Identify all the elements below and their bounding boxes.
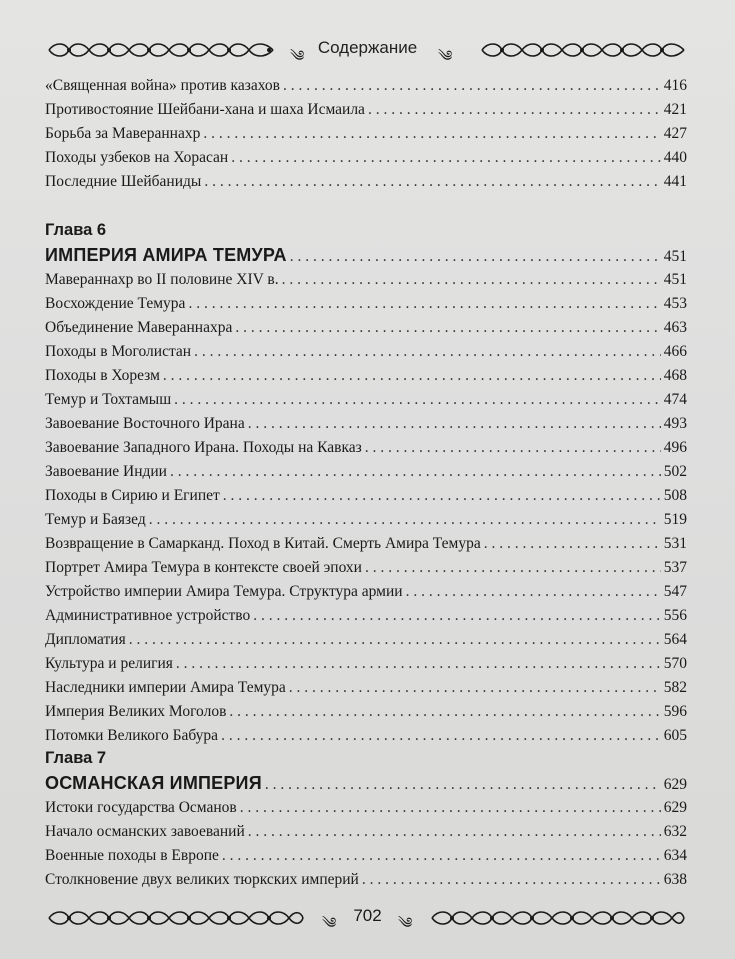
toc-entry[interactable]: Культура и религия . . . 570 xyxy=(45,652,687,676)
chapter-heading[interactable]: ИМПЕРИЯ АМИРА ТЕМУРА . . . 451 xyxy=(45,242,687,268)
toc-entry[interactable]: «Священная война» против казахов . . . 416 xyxy=(45,74,687,98)
toc-entry[interactable]: Завоевание Индии . . . 502 xyxy=(45,460,687,484)
toc-entry[interactable]: Завоевание Восточного Ирана . . . 493 xyxy=(45,412,687,436)
toc-entry[interactable]: Темур и Тохтамыш . . . 474 xyxy=(45,388,687,412)
page-footer xyxy=(0,906,735,930)
page-number: 702 xyxy=(353,906,382,925)
toc-entry[interactable]: Начало османских завоеваний . . . 632 xyxy=(45,820,687,844)
chapter-label: Глава 6 xyxy=(45,221,107,239)
ornament-right-icon xyxy=(478,40,688,60)
toc-entry[interactable]: Противостояние Шейбани-хана и шаха Исмаила . . . 421 xyxy=(45,98,687,122)
toc-entry[interactable]: Административное устройство . . . 556 xyxy=(45,604,687,628)
footer-left-flourish-icon: ༄ xyxy=(322,916,337,932)
toc-entry[interactable]: Возвращение в Самарканд. Поход в Китай. Смерть Амира Темура . . . 531 xyxy=(45,532,687,556)
toc-entry[interactable]: Борьба за Мавераннахр . . . 427 xyxy=(45,122,687,146)
toc-entry[interactable]: Походы в Хорезм . . . 468 xyxy=(45,364,687,388)
header-right-flourish-icon: ༄ xyxy=(438,49,453,65)
toc-entry[interactable]: Потомки Великого Бабура . . . 605 xyxy=(45,724,687,748)
chapter-label: Глава 7 xyxy=(45,749,107,767)
toc-entry[interactable]: Портрет Амира Темура в контексте своей эпохи . . . 537 xyxy=(45,556,687,580)
toc-chapter-6 xyxy=(45,218,687,748)
toc-entry[interactable]: Военные походы в Европе . . . 634 xyxy=(45,844,687,868)
page-header xyxy=(0,38,735,65)
section-title: Содержание xyxy=(317,38,418,57)
footer-ornament-right-icon xyxy=(428,908,688,928)
toc-entry[interactable]: Устройство империи Амира Темура. Структура армии . . . 547 xyxy=(45,580,687,604)
toc-section-continued xyxy=(45,74,687,194)
toc-entry[interactable]: Завоевание Западного Ирана. Походы на Кавказ . . . 496 xyxy=(45,436,687,460)
toc-entry[interactable]: Последние Шейбаниды . . . 441 xyxy=(45,170,687,194)
chapter-heading[interactable]: ОСМАНСКАЯ ИМПЕРИЯ . . . 629 xyxy=(45,770,687,796)
header-left-flourish-icon: ༄ xyxy=(290,49,305,65)
toc-entry[interactable]: Походы в Моголистан . . . 466 xyxy=(45,340,687,364)
toc-entry[interactable]: Восхождение Темура . . . 453 xyxy=(45,292,687,316)
toc-entry[interactable]: Объединение Мавераннахра . . . 463 xyxy=(45,316,687,340)
footer-right-flourish-icon: ༄ xyxy=(398,916,413,932)
toc-entry[interactable]: Истоки государства Османов . . . 629 xyxy=(45,796,687,820)
toc-entry[interactable]: Империя Великих Моголов . . . 596 xyxy=(45,700,687,724)
toc-entry[interactable]: Дипломатия . . . 564 xyxy=(45,628,687,652)
toc-entry[interactable]: Походы в Сирию и Египет . . . 508 xyxy=(45,484,687,508)
toc-chapter-7 xyxy=(45,746,687,892)
toc-entry[interactable]: Столкновение двух великих тюркских империй . . . 638 xyxy=(45,868,687,892)
toc-entry[interactable]: Мавераннахр во II половине XIV в. . . . 451 xyxy=(45,268,687,292)
toc-entry[interactable]: Походы узбеков на Хорасан . . . 440 xyxy=(45,146,687,170)
toc-entry[interactable]: Темур и Баязед . . . 519 xyxy=(45,508,687,532)
toc-entry[interactable]: Наследники империи Амира Темура . . . 582 xyxy=(45,676,687,700)
